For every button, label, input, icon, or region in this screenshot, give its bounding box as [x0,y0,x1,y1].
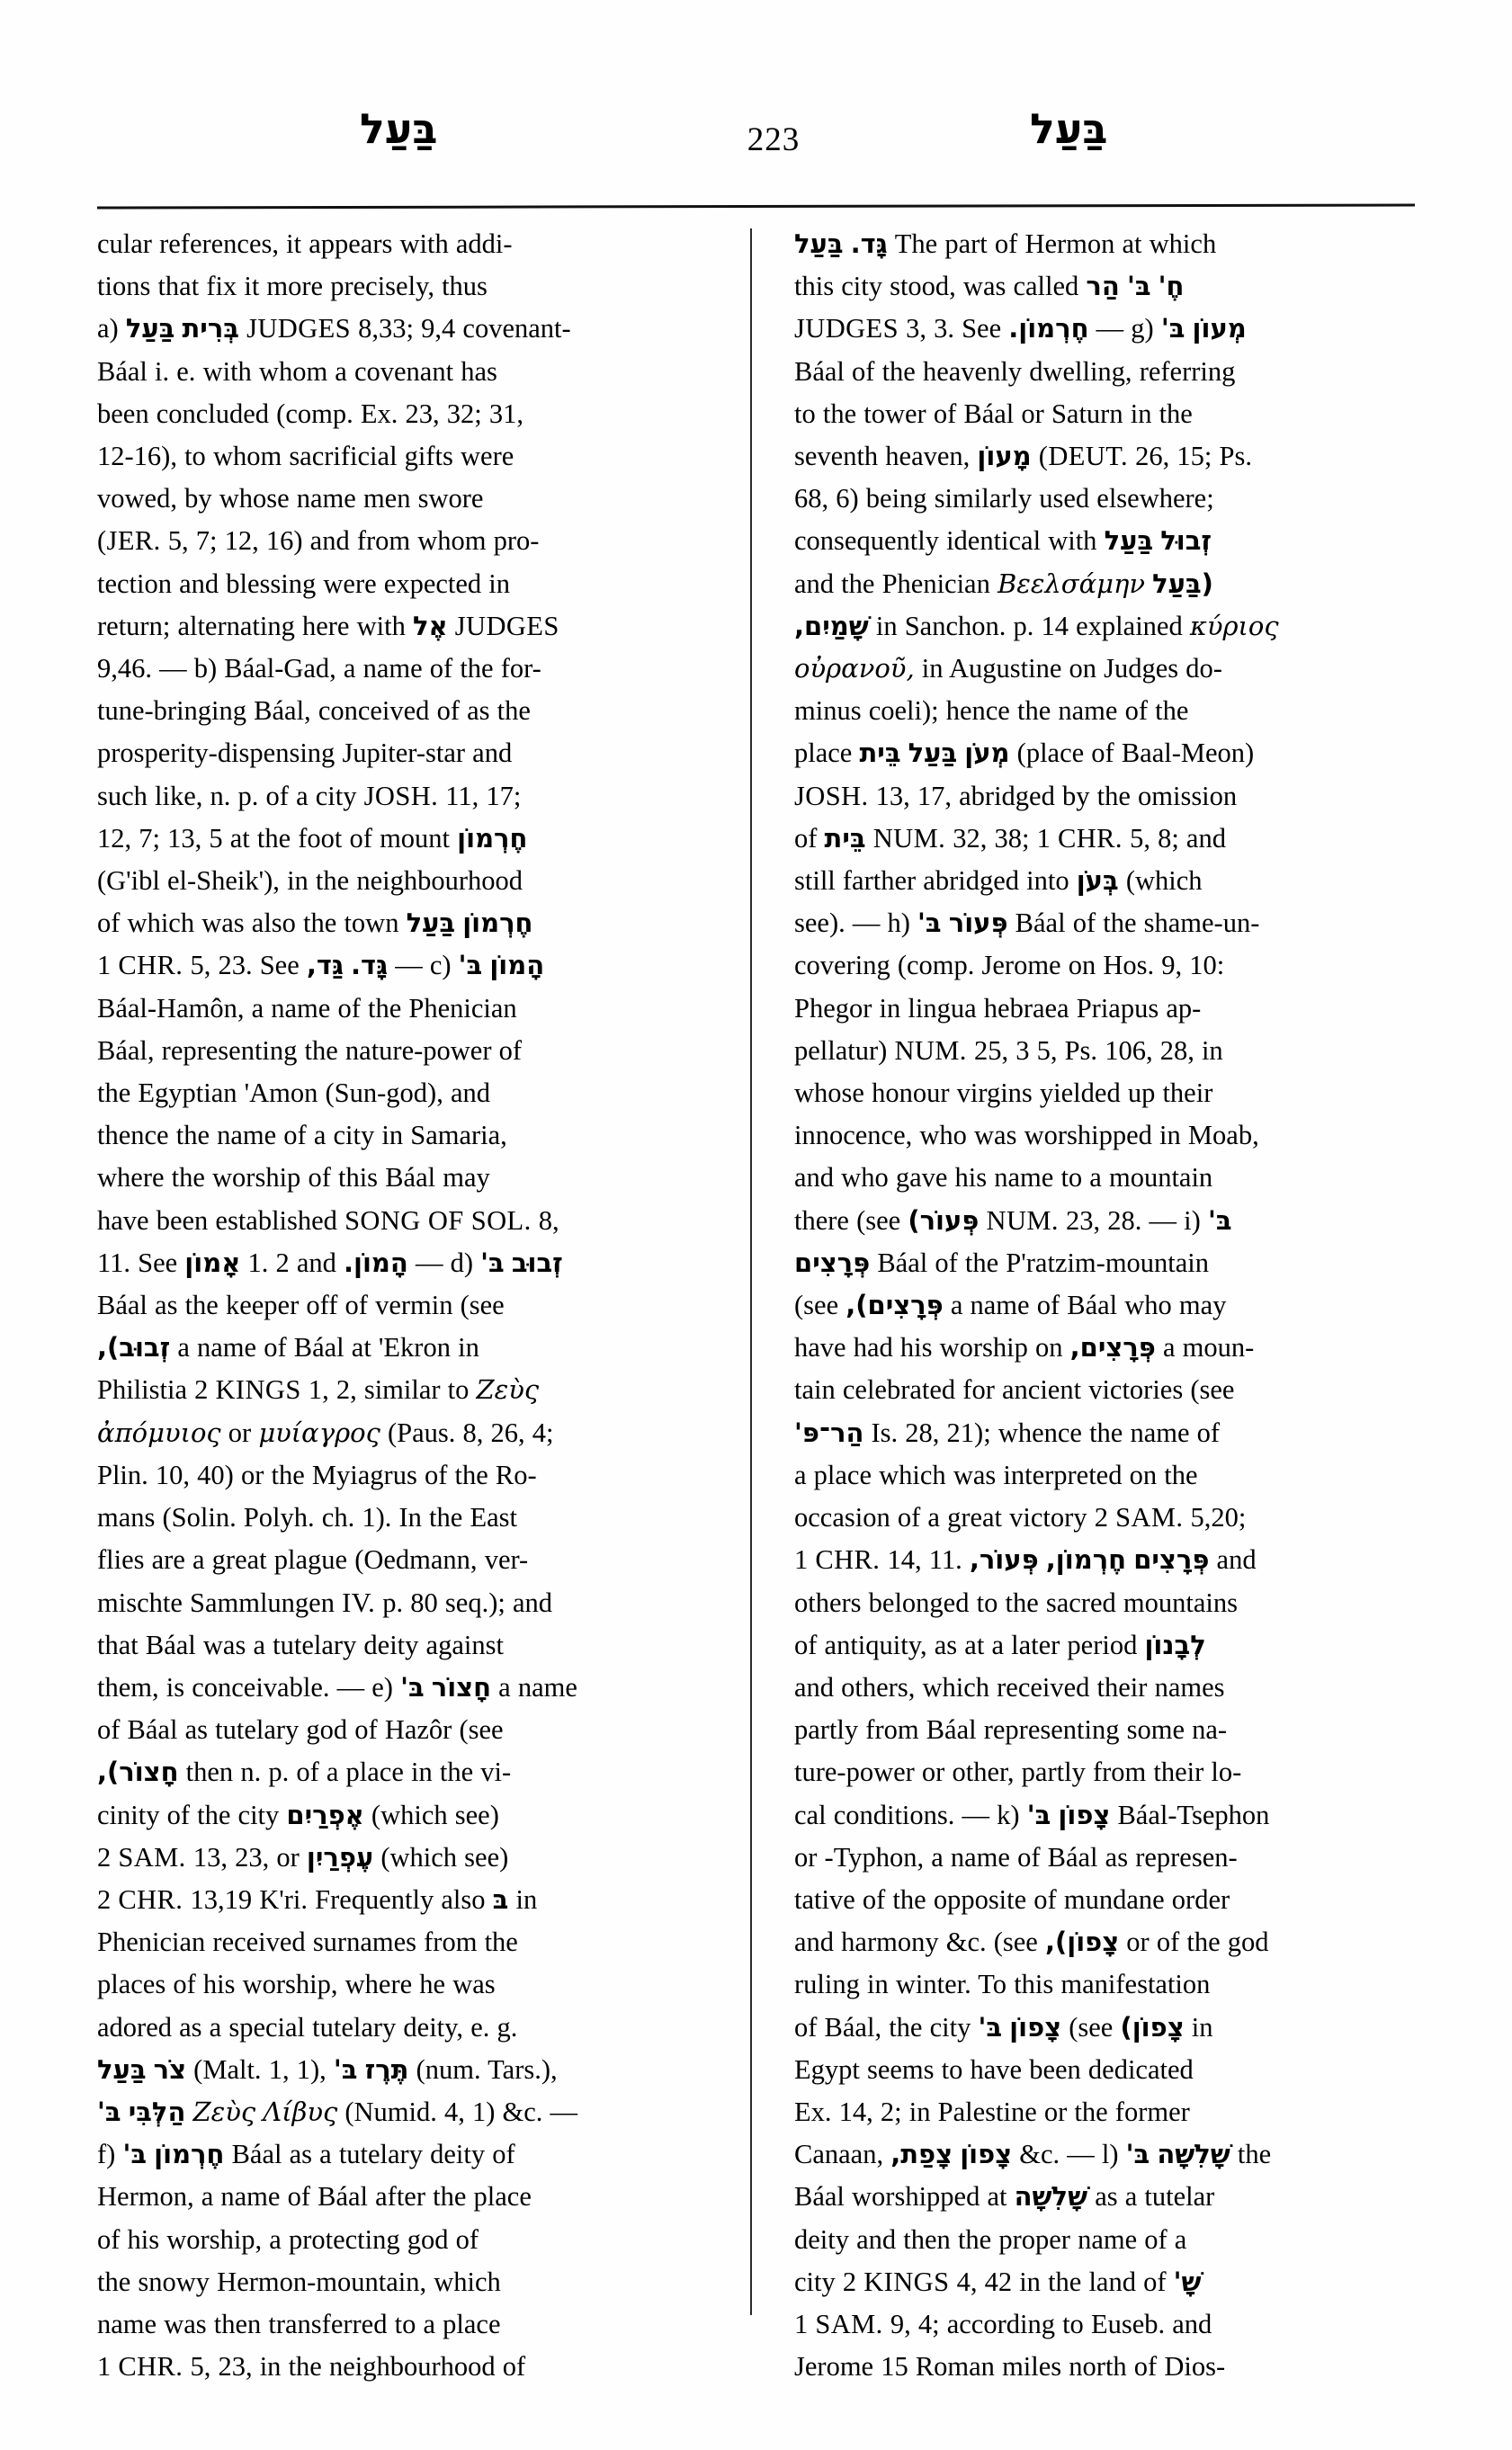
hebrew-term: בַּעַל [97,2053,147,2085]
hebrew-term: צָפוֹן [1009,2011,1062,2043]
text-line: see). — h) בּ' פְּעוֹר Báal of the shame-un- [794,908,1260,939]
hebrew-term: אָמוֹן [184,1247,241,1278]
scripture-ref: NUM. [894,1034,967,1066]
text-line: 1 CHR. 5, 23, in the neighbourhood of [97,2351,526,2383]
text-line: Egypt seems to have been dedicated [794,2053,1194,2085]
text-line: a place which was interpreted on the [794,1459,1198,1490]
scripture-ref: IV. [342,1587,376,1618]
hebrew-term: בּ' [1160,313,1185,344]
text-line: deity and then the proper name of a [794,2223,1187,2255]
text-line: been concluded (comp. Ex. 23, 32; 31, [97,398,523,429]
page-number: 223 [747,121,801,158]
scripture-ref: NUM. [872,822,946,854]
text-line: flies are a great plague (Oedmann, ver- [97,1544,529,1576]
body-columns [97,223,1415,2383]
hebrew-term: פְּרָצִים, [1069,1332,1156,1364]
text-line: f) בּ' חֶרְמוֹן Báal as a tutelary deity of [97,2139,515,2170]
hebrew-term: צָפַת, [890,2139,953,2170]
text-line: 1 SAM. 9, 4; according to Euseb. and [794,2308,1212,2339]
text-line: ἀπόμυιος or μυίαγρος (Paus. 8, 26, 4; [97,1417,554,1448]
text-line: consequently identical with בַּעַל זְבוּל [794,525,1212,557]
text-line: ruling in winter. To this manifestation [794,1969,1211,2000]
hebrew-term: חֶרְמוֹן, [1045,1544,1127,1576]
text-line: covering (comp. Jerome on Hos. 9, 10: [794,950,1225,981]
greek-term: Ζεὺς [192,2096,256,2127]
text-line: οὐρανοῦ, in Augustine on Judges do- [794,653,1222,684]
text-line: Báal as the keeper off of vermin (see [97,1290,505,1321]
text-line: mans (Solin. Polyh. ch. 1). In the East [97,1502,517,1533]
scripture-ref: JOSH. [794,780,869,811]
header-rule [97,203,1415,209]
text-line: partly from Báal representing some na- [794,1714,1228,1746]
text-line: of בֵּית NUM. 32, 38; 1 CHR. 5, 8; and [794,822,1226,854]
hebrew-term: עֶפְרַיִן [306,1841,374,1873]
hebrew-term: הַר [1086,271,1120,302]
text-line: חָצוֹר), then n. p. of a place in the vi- [97,1757,512,1788]
column-right-text [794,223,1415,2388]
text-line: to the tower of Báal or Saturn in the [794,398,1193,429]
hebrew-term: בַּעַל [406,908,456,939]
text-line: Ex. 14, 2; in Palestine or the former [794,2096,1190,2127]
hebrew-term: חֶרְמוֹן [154,2139,225,2170]
text-line: (JER. 5, 7; 12, 16) and from whom pro- [97,525,540,557]
scripture-ref: SAM. [815,2308,883,2339]
hebrew-term: בּ' [480,1247,505,1278]
text-line: still farther abridged into בְּעֹן (which [794,865,1203,897]
greek-term: κύριος [1189,610,1279,641]
scripture-ref: (DEUT. [1038,441,1128,472]
scripture-ref: JUDGES [454,610,559,641]
scripture-ref: OF [427,1204,464,1236]
scripture-ref: JUDGES [246,313,352,344]
text-line: הַר־פּ' Is. 28, 21); whence the name of [794,1417,1221,1448]
hebrew-term: בּ' [458,950,483,981]
text-line: Báal worshipped at שָׁלִשָׁה as a tutelar [794,2181,1215,2213]
text-line: (G'ibl el-Sheik'), in the neighbourhood [97,865,523,897]
text-line: city 2 KINGS 4, 42 in the land of שָׁ' [794,2266,1202,2297]
scripture-ref: NUM. [986,1204,1059,1236]
text-line: have been established SONG OF SOL. 8, [97,1204,559,1236]
hebrew-term: בַּעַל [908,738,958,769]
text-line: Jerome 15 Roman miles north of Dios- [794,2351,1226,2383]
scripture-ref: SOL. [470,1204,532,1236]
hebrew-term: בַּעַל [794,228,844,259]
hebrew-term: חֶרְמוֹן [457,822,528,854]
text-line: mischte Sammlungen IV. p. 80 seq.); and [97,1587,553,1618]
hebrew-term: מְעֹן [964,738,1010,769]
hebrew-term: בּ' [400,1671,425,1703]
text-line: innocence, who was worshipped in Moab, [794,1120,1259,1151]
text-line: cinity of the city אֶפְרַיִם (which see) [97,1799,499,1830]
hebrew-term: פְּרָצִים [794,1247,871,1278]
text-line: 68, 6) being similarly used elsewhere; [794,483,1214,514]
text-line: 1 CHR. 5, 23. See גַּד, גָּד. — c) בּ' הָמוֹן [97,950,545,981]
hebrew-term: בּ' [122,2139,148,2170]
text-line: or -Typhon, a name of Báal as represen- [794,1841,1238,1873]
text-line: cular references, it appears with addi- [97,228,513,259]
greek-term: Ζεὺς [476,1374,540,1406]
hebrew-term: בּ' [1125,2139,1150,2170]
text-line: ture-power or other, partly from their lo- [794,1757,1242,1788]
text-line: cal conditions. — k) בּ' צָפוֹן Báal-Tsephon [794,1799,1270,1830]
text-line: such like, n. p. of a city JOSH. 11, 17; [97,780,522,811]
text-line: vowed, by whose name men swore [97,483,484,514]
hebrew-term: חֶרְמוֹן [462,908,533,939]
text-line: and harmony &c. (see צָפוֹן), or of the god [794,1927,1269,1958]
hebrew-term: הָמוֹן. [343,1247,408,1278]
hebrew-term: פְּעוֹר [948,908,1008,939]
text-line: them, is conceivable. — e) בּ' חָצוֹר a name [97,1671,577,1703]
hebrew-term: בַּעַל [1104,525,1154,557]
scripture-ref: CHR. [118,950,183,981]
running-head [99,104,1412,189]
running-head-hebrew-right: בַּעַל [1030,104,1108,153]
text-line: and who gave his name to a mountain [794,1162,1213,1194]
text-line: adored as a special tutelary deity, e. g. [97,2011,518,2043]
text-line: and the Phenician Βεελσάμην (בַּעַל [794,568,1213,599]
text-line: prosperity-dispensing Jupiter-star and [97,738,513,769]
hebrew-term: זְבוּל [1160,525,1212,557]
text-line: Phegor in lingua hebraea Priapus ap- [794,992,1202,1024]
hebrew-term: שָׁ' [1173,2266,1202,2297]
text-line: a) בַּעַל בְּרִית JUDGES 8,33; 9,4 covenant- [97,313,571,344]
text-line: of Báal as tutelary god of Hazôr (see [97,1714,504,1746]
text-line: have had his worship on פְּרָצִים, a moun- [794,1332,1255,1364]
hebrew-term: שָׁמַיִם, [794,610,869,641]
hebrew-term: לְבָנוֹן [1144,1629,1206,1660]
hebrew-term: בֵּית [859,738,901,769]
text-line: בַּעַל צֹר (Malt. 1, 1), בּ' תֶּרֶז (num. Tars.), [97,2053,558,2085]
scripture-ref: CHR. [118,1883,183,1915]
hebrew-term: פְּרָצִים), [845,1290,944,1321]
hebrew-term: בּ' [917,908,942,939]
hebrew-term: חָצוֹר), [97,1757,179,1788]
hebrew-term: (בַּעַל [1152,568,1213,599]
hebrew-term: זְבוּב [511,1247,563,1278]
hebrew-term: בַּעַל [125,313,175,344]
text-line: place בֵּית בַּעַל מְעֹן (place of Baal-Meon) [794,738,1255,769]
text-line: Báal, representing the nature-power of [97,1034,523,1066]
text-line: others belonged to the sacred mountains [794,1587,1238,1618]
hebrew-term: זְבוּב), [97,1332,171,1364]
hebrew-term: גָּד. [850,228,888,259]
text-line: פְּרָצִים Báal of the P'ratzim-mountain [794,1247,1210,1278]
text-line: זְבוּב), a name of Báal at 'Ekron in [97,1332,479,1364]
text-line: of antiquity, as at a later period לְבָנוֹן [794,1629,1206,1660]
text-line: places of his worship, where he was [97,1969,496,2000]
text-line: and others, which received their names [794,1671,1225,1703]
hebrew-term: מָעוֹן [977,441,1032,472]
greek-term: Λίβυς [263,2096,338,2127]
hebrew-term: תֶּרֶז [364,2053,409,2085]
greek-term: ἀπόμυιος [97,1417,221,1448]
hebrew-term: חָצוֹר [431,1671,492,1703]
column-left [97,223,718,2388]
text-line: Philistia 2 KINGS 1, 2, similar to Ζεὺς [97,1374,540,1406]
text-line: Phenician received surnames from the [97,1927,518,1958]
text-line: tain celebrated for ancient victories (see [794,1374,1235,1406]
text-line: whose honour virgins yielded up their [794,1077,1213,1109]
text-line: Hermon, a name of Báal after the place [97,2181,532,2213]
scripture-ref: JUDGES [794,313,899,344]
hebrew-term: גָּד. [351,950,389,981]
hebrew-term: בּ' [978,2011,1003,2043]
hebrew-term: בְּעֹן [1076,865,1119,897]
text-line: seventh heaven, מָעוֹן (DEUT. 26, 15; Ps. [794,441,1252,472]
hebrew-term: בּ' [1207,1204,1232,1236]
hebrew-term: פְּעוֹר, [969,1544,1039,1576]
text-line: 12, 7; 13, 5 at the foot of mount חֶרְמוֹן [97,822,528,854]
scripture-ref: CHR. [1057,822,1123,854]
column-left-text [97,223,718,2388]
text-line: JOSH. 13, 17, abridged by the omission [794,780,1238,811]
text-line: name was then transferred to a place [97,2308,501,2339]
hebrew-term: צֹר [153,2053,187,2085]
text-line: there (see פְּעוֹר) NUM. 23, 28. — i) בּ' [794,1204,1232,1236]
text-line: Canaan, צָפַת, צָפוֹן &c. — l) בּ' שָׁלִשָׁה the [794,2139,1272,2170]
hebrew-term: הָמוֹן [489,950,545,981]
text-line: Plin. 10, 40) or the Myiagrus of the Ro- [97,1459,537,1490]
scripture-ref: JOSH. [363,780,439,811]
hebrew-term: גַּד, [306,950,344,981]
text-line: return; alternating here with אֶל JUDGES [97,610,559,641]
scripture-ref: KINGS [863,2266,950,2297]
hebrew-term: בְּרִית [182,313,239,344]
greek-term: μυίαγρος [258,1417,380,1448]
text-line: tions that fix it more precisely, thus [97,271,488,302]
scripture-ref: SAM. [118,1841,186,1873]
text-line: of which was also the town בַּעַל חֶרְמוֹן [97,908,533,939]
scripture-ref: (JER. [97,525,161,557]
text-line: tection and blessing were expected in [97,568,511,599]
text-line: that Báal was a tutelary deity against [97,1629,504,1660]
text-line: 11. See אָמוֹן 1. 2 and הָמוֹן. — d) בּ' זְבוּב [97,1247,563,1278]
text-line: this city stood, was called הַר בּ' חֶ' [794,271,1185,302]
hebrew-term: שָׁלִשָׁה [1157,2139,1230,2170]
scripture-ref: SAM. [1115,1502,1184,1533]
text-line: of Báal, the city בּ' צָפוֹן (see צָפוֹן) in [794,2011,1213,2043]
text-line: of his worship, a protecting god of [97,2223,479,2255]
hebrew-term: צָפוֹן [1058,1799,1111,1830]
hebrew-term: פְּרָצִים [1133,1544,1210,1576]
text-line: JUDGES 3, 3. See חֶרְמוֹן. — g) בּ' מְעוֹן [794,313,1247,344]
hebrew-term: מְעוֹן [1192,313,1247,344]
text-line: (see פְּרָצִים), a name of Báal who may [794,1290,1227,1321]
hebrew-term: צָפוֹן) [1120,2011,1185,2043]
scripture-ref: SONG [344,1204,421,1236]
text-line: שָׁמַיִם, in Sanchon. p. 14 explained κύριος [794,610,1279,641]
hebrew-term: הַר־פּ' [794,1417,864,1448]
text-line: 2 SAM. 13, 23, or עֶפְרַיִן (which see) [97,1841,509,1873]
hebrew-term: שָׁלִשָׁה [1014,2181,1088,2213]
text-line: thence the name of a city in Samaria, [97,1120,507,1151]
text-line: 9,46. — b) Báal-Gad, a name of the for- [97,653,541,684]
hebrew-term: בּ' [97,2096,121,2127]
column-right [794,223,1415,2388]
text-line: בַּעַל גָּד. The part of Hermon at which [794,228,1217,259]
hebrew-term: הַלְּבִּי [128,2096,186,2127]
hebrew-term: פְּעוֹר) [908,1204,980,1236]
hebrew-term: אֶפְרַיִם [286,1799,364,1830]
text-line: Báal-Hamôn, a name of the Phenician [97,992,517,1024]
hebrew-term: בּ' [1126,271,1151,302]
text-line: pellatur) NUM. 25, 3 5, Ps. 106, 28, in [794,1034,1223,1066]
text-line: occasion of a great victory 2 SAM. 5,20; [794,1502,1247,1533]
text-line: the snowy Hermon-mountain, which [97,2266,501,2297]
text-line: בּ' הַלְּבִּי Ζεὺς Λίβυς (Numid. 4, 1) &c. — [97,2096,578,2127]
hebrew-term: בֵּית [824,822,866,854]
text-line: Báal of the heavenly dwelling, referring [794,355,1236,387]
text-line: 12-16), to whom sacrificial gifts were [97,441,514,472]
running-head-hebrew-left: בַּעַל [360,104,438,153]
hebrew-term: בּ' [333,2053,358,2085]
greek-term: Βεελσάμην [997,568,1146,599]
hebrew-term: צָפוֹן), [1044,1927,1120,1958]
hebrew-term: חֶרְמוֹן. [1008,313,1089,344]
text-line: tune-bringing Báal, conceived of as the [97,695,531,727]
text-line: where the worship of this Báal may [97,1162,490,1194]
text-line: 2 CHR. 13,19 K'ri. Frequently also בּ in [97,1883,538,1915]
scripture-ref: CHR. [118,2351,183,2383]
text-line: minus coeli); hence the name of the [794,695,1189,727]
hebrew-term: אֶל [412,610,448,641]
hebrew-term: בּ' [1026,1799,1051,1830]
hebrew-term: צָפוֹן [960,2139,1013,2170]
scripture-ref: KINGS [215,1374,301,1406]
text-line: the Egyptian 'Amon (Sun-god), and [97,1077,490,1109]
text-line: 1 CHR. 14, 11. פְּעוֹר, חֶרְמוֹן, פְּרָצִים and [794,1544,1257,1576]
scripture-ref: CHR. [815,1544,881,1576]
text-line: Báal i. e. with whom a covenant has [97,355,497,387]
hebrew-term: חֶ' [1158,271,1185,302]
hebrew-term: בּ [492,1883,509,1915]
column-divider [750,228,752,2315]
text-line: tative of the opposite of mundane order [794,1883,1230,1915]
greek-term: οὐρανοῦ, [794,653,915,684]
